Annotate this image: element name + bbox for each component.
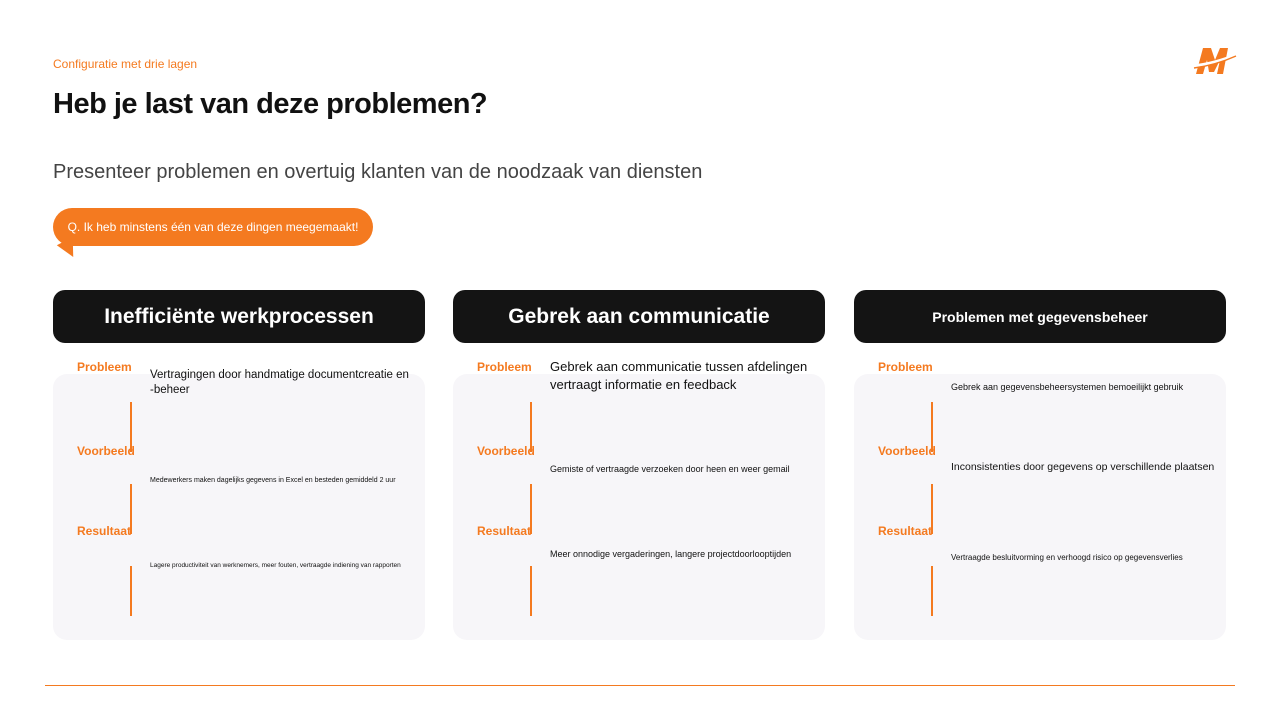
- column-card: [453, 374, 825, 640]
- example-label: Voorbeeld: [477, 444, 535, 458]
- problem-text: Gebrek aan gegevensbeheersystemen bemoeilijkt gebruik: [951, 382, 1184, 392]
- footer-divider: [45, 685, 1235, 686]
- result-label: Resultaat: [477, 524, 532, 538]
- result-label: Resultaat: [77, 524, 132, 538]
- problem-column-3: [854, 290, 1226, 642]
- column-title: Problemen met gegevensbeheer: [854, 290, 1226, 343]
- page-subtitle: Presenteer problemen en overtuig klanten van de noodzaak van diensten: [53, 161, 703, 183]
- example-label: Voorbeeld: [77, 444, 135, 458]
- result-divider: [931, 566, 933, 616]
- column-title: Inefficiënte werkprocessen: [53, 290, 425, 343]
- result-divider: [130, 566, 132, 616]
- result-text: Vertraagde besluitvorming en verhoogd risico op gegevensverlies: [951, 553, 1183, 562]
- example-text: Inconsistenties door gegevens op verschillende plaatsen: [951, 461, 1215, 473]
- column-card: [854, 374, 1226, 640]
- result-text: Meer onnodige vergaderingen, langere projectdoorlooptijden: [550, 549, 792, 559]
- problem-text: Gebrek aan communicatie tussen afdelingen vertraagt informatie en feedback: [550, 359, 808, 392]
- column-card: [53, 374, 425, 640]
- result-divider: [530, 566, 532, 616]
- question-text: Q. Ik heb minstens één van deze dingen meegemaakt!: [53, 208, 373, 246]
- example-label: Voorbeeld: [878, 444, 936, 458]
- result-label: Resultaat: [878, 524, 933, 538]
- result-text: Lagere productiviteit van werknemers, meer fouten, vertraagde indiening van rapporten: [150, 562, 401, 569]
- problem-label: Probleem: [477, 360, 532, 374]
- example-text: Medewerkers maken dagelijks gegevens in Excel en besteden gemiddeld 2 uur: [150, 477, 396, 484]
- column-title: Gebrek aan communicatie: [453, 290, 825, 343]
- problem-label: Probleem: [77, 360, 132, 374]
- problem-column-2: [453, 290, 825, 642]
- eyebrow-label: Configuratie met drie lagen: [53, 57, 198, 71]
- problem-text: Vertragingen door handmatige documentcreatie en -beheer: [150, 369, 409, 396]
- example-text: Gemiste of vertraagde verzoeken door heen en weer gemail: [550, 464, 790, 474]
- brand-logo: [1192, 44, 1238, 78]
- problem-column-1: [53, 290, 425, 642]
- page-title: Heb je last van deze problemen?: [53, 88, 488, 120]
- problem-label: Probleem: [878, 360, 933, 374]
